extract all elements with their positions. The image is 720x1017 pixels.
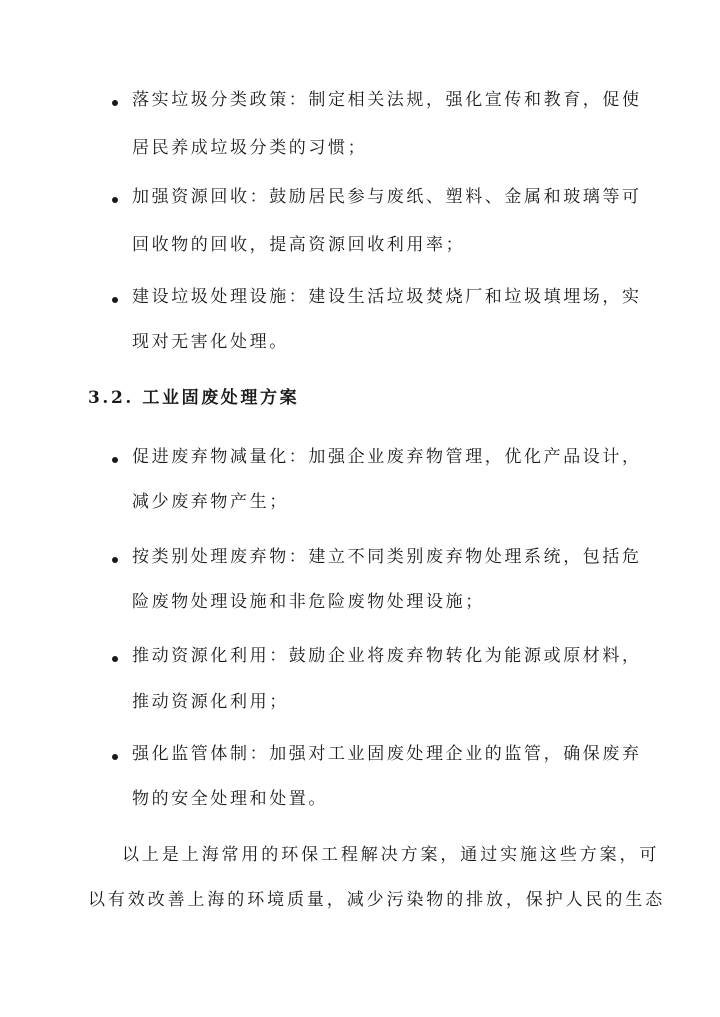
bullet-dot [112,197,118,203]
list-item-line: 险废物处理设施和非危险废物处理设施； [132,592,485,612]
list-item-line: 促进废弃物减量化：加强企业废弃物管理，优化产品设计， [132,447,642,467]
bullet-dot [112,754,118,760]
list-item-line: 推动资源化利用：鼓励企业将废弃物转化为能源或原材料， [132,646,642,666]
paragraph-line: 以上是上海常用的环保工程解决方案，通过实施这些方案，可 [122,845,660,865]
list-item-line: 按类别处理废弃物：建立不同类别废弃物处理系统，包括危 [132,547,642,567]
bullet-dot [112,656,118,662]
list-item-line: 物的安全处理和处置。 [132,789,328,809]
list-item-line: 减少废弃物产生； [132,492,289,512]
list-item-line: 回收物的回收，提高资源回收利用率； [132,235,466,255]
paragraph-line: 以有效改善上海的环境质量，减少污染物的排放，保护人民的生态 [88,890,666,910]
bullet-dot [112,100,118,106]
list-item-line: 落实垃圾分类政策：制定相关法规，强化宣传和教育，促使 [132,90,642,110]
section-heading: 3.2. 工业固废处理方案 [88,388,300,408]
bullet-dot [112,297,118,303]
bullet-dot [112,457,118,463]
list-item-line: 推动资源化利用； [132,692,289,712]
list-item-line: 居民养成垃圾分类的习惯； [132,138,368,158]
list-item-line: 强化监管体制：加强对工业固废处理企业的监管，确保废弃 [132,744,642,764]
list-item-line: 加强资源回收：鼓励居民参与废纸、塑料、金属和玻璃等可 [132,187,642,207]
list-item-line: 现对无害化处理。 [132,332,289,352]
list-item-line: 建设垃圾处理设施：建设生活垃圾焚烧厂和垃圾填埋场，实 [132,287,642,307]
bullet-dot [112,557,118,563]
